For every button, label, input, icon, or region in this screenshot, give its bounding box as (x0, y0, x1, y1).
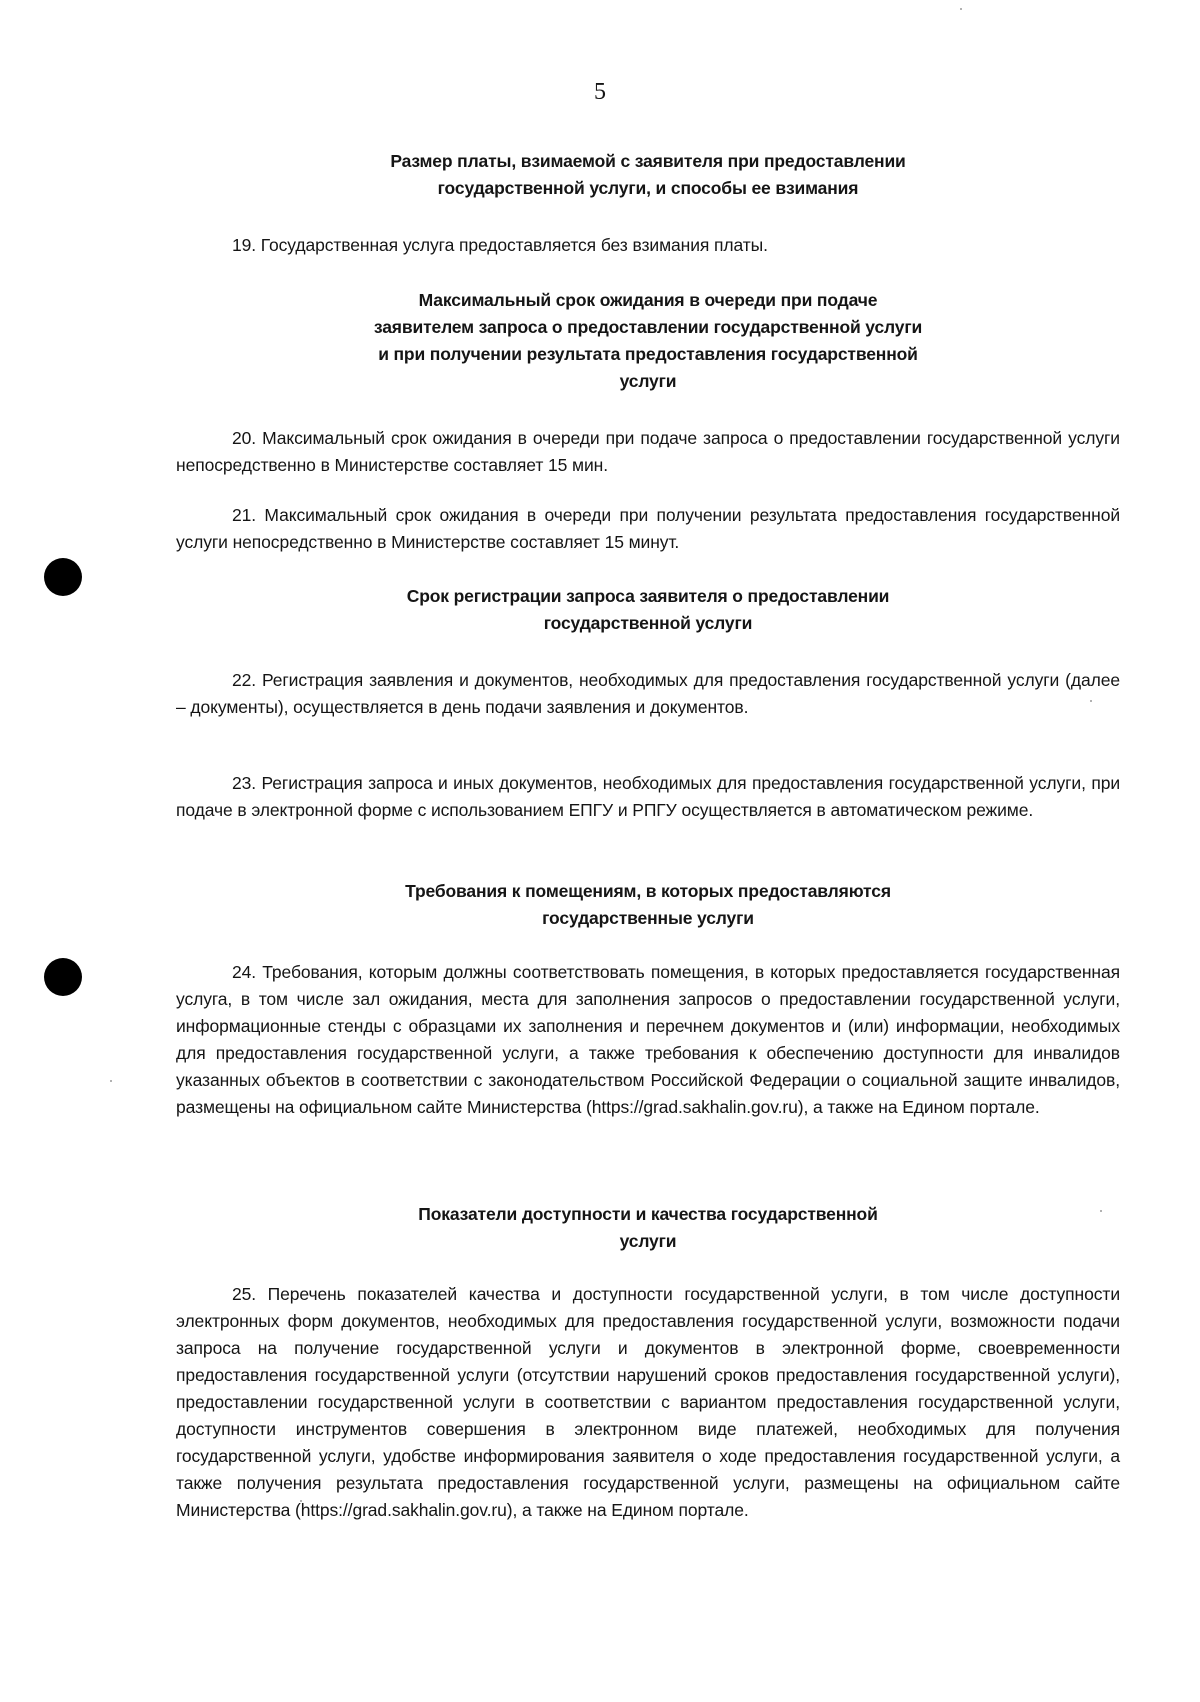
heading-line: услуги (619, 1231, 677, 1251)
heading-line: государственные услуги (542, 908, 754, 928)
scan-speck (960, 8, 962, 10)
heading-line: Срок регистрации запроса заявителя о предоставлении (406, 586, 890, 606)
paragraph-block (176, 502, 1120, 556)
heading-line: услуги (619, 371, 677, 391)
paragraph-block (176, 770, 1120, 824)
punch-hole-mark (44, 558, 82, 596)
punch-hole-mark (44, 958, 82, 996)
paragraph-19: 19. Государственная услуга предоставляется без взимания платы. (232, 235, 768, 255)
section-heading (176, 148, 1120, 202)
heading-line: заявителем запроса о предоставлении государственной услуги (373, 317, 923, 337)
paragraph-block (176, 959, 1120, 1121)
heading-line: Показатели доступности и качества государственной (418, 1204, 878, 1224)
heading-line: государственной услуги (543, 613, 753, 633)
paragraph-block (176, 425, 1120, 479)
heading-line: Максимальный срок ожидания в очереди при подаче (418, 290, 878, 310)
paragraph-25: 25. Перечень показателей качества и доступности государственной услуги, в том числе доступности электронных форм документов, необходимых для предоставления государственной услуги, возможности подачи запроса на получение государственной услуги и документов в электронной форме, своевременности предоставления государственной услуги (отсутствии нарушений сроков предоставления государственной услуги), предоставлении государственной услуги в соответствии с вариантом предоставления государственной услуги, доступности инструментов совершения в электронном виде платежей, необходимых для получения государственной услуги, удобстве информирования заявителя о ходе предоставления государственной услуги, а также получения результата предоставления государственной услуги, размещены на официальном сайте Министерства (https://grad.sakhalin.gov.ru), а также на Едином портале. (176, 1284, 1120, 1520)
paragraph-20: 20. Максимальный срок ожидания в очереди при подаче запроса о предоставлении государственной услуги непосредственно в Министерстве составляет 15 мин. (176, 428, 1120, 475)
paragraph-22: 22. Регистрация заявления и документов, необходимых для предоставления государственной услуги (далее – документы), осуществляется в день подачи заявления и документов. (176, 670, 1120, 717)
section-waiting-time (176, 287, 1120, 395)
section-heading (176, 583, 1120, 637)
paragraph-21: 21. Максимальный срок ожидания в очереди при получении результата предоставления государственной услуги непосредственно в Министерстве составляет 15 минут. (176, 505, 1120, 552)
paragraph-24: 24. Требования, которым должны соответствовать помещения, в которых предоставляется государственная услуга, в том числе зал ожидания, места для заполнения запросов о предоставлении государственной услуги, информационные стенды с образцами их заполнения и перечнем документов и (или) информации, необходимых для предоставления государственной услуги, а также требования к обеспечению доступности для инвалидов указанных объектов в соответствии с законодательством Российской Федерации о социальной защите инвалидов, размещены на официальном сайте Министерства (https://grad.sakhalin.gov.ru), а также на Едином портале. (176, 962, 1120, 1117)
page-number: 5 (594, 79, 606, 105)
section-heading (176, 287, 1120, 395)
heading-line: государственной услуги, и способы ее взимания (437, 178, 859, 198)
paragraph-23: 23. Регистрация запроса и иных документов, необходимых для предоставления государственной услуги, при подаче в электронной форме с использованием ЕПГУ и РПГУ осуществляется в автоматическом режиме. (176, 773, 1120, 820)
paragraph-block (176, 1281, 1120, 1524)
section-payment (176, 148, 1120, 202)
paragraph-block (176, 667, 1120, 721)
section-heading (176, 878, 1120, 932)
section-quality-indicators (176, 1201, 1120, 1255)
section-premises (176, 878, 1120, 932)
section-registration (176, 583, 1120, 637)
heading-line: Требования к помещениям, в которых предоставляются (405, 881, 891, 901)
heading-line: Размер платы, взимаемой с заявителя при предоставлении (390, 151, 906, 171)
paragraph-block (176, 232, 1120, 259)
scan-speck (110, 1080, 112, 1082)
heading-line: и при получении результата предоставления государственной (378, 344, 918, 364)
section-heading (176, 1201, 1120, 1255)
